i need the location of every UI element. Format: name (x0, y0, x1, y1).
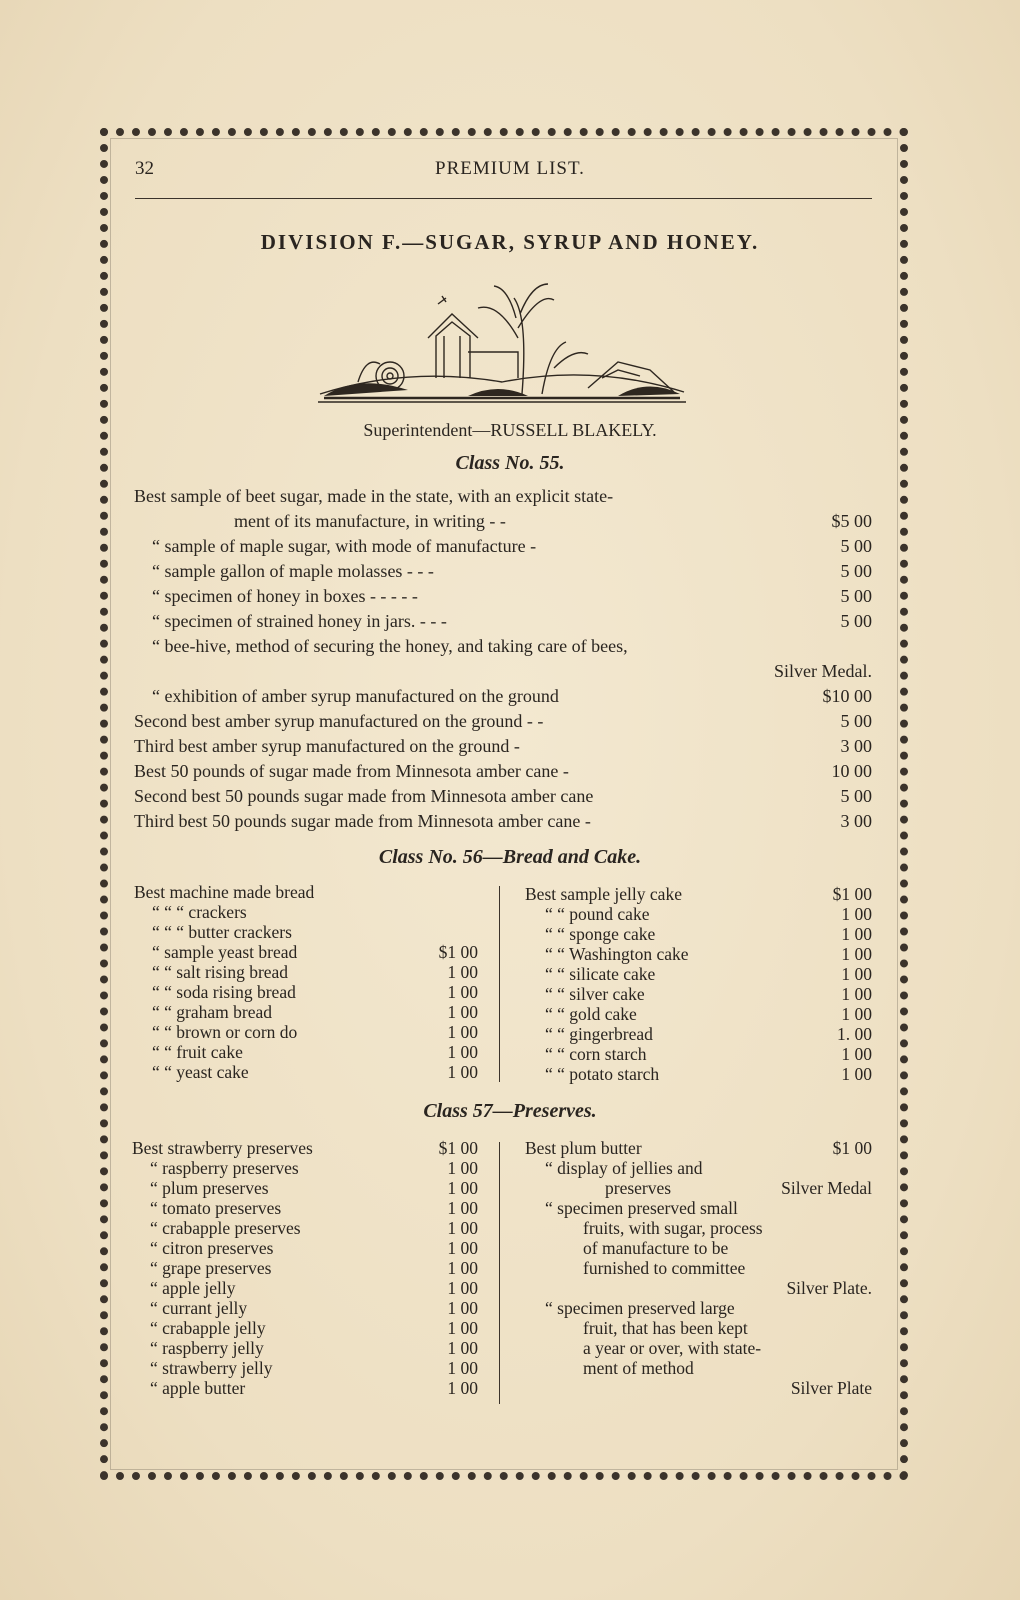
class-56-title: Class No. 56—Bread and Cake. (378, 846, 642, 868)
list-item-text: “ grape preserves (150, 1258, 272, 1278)
list-item-text: Second best 50 pounds sugar made from Minnesota amber cane (134, 786, 594, 806)
list-item-text: “ “ pound cake (545, 904, 650, 924)
running-head: PREMIUM LIST. (435, 158, 585, 179)
header-rule (135, 198, 872, 199)
list-item-amount: 1 00 (447, 1218, 478, 1238)
list-item-amount: Silver Medal (781, 1178, 872, 1198)
class-57-column-divider (499, 1142, 500, 1404)
list-item-text: “ crabapple jelly (150, 1318, 266, 1338)
list-item-amount: $1 00 (438, 1138, 478, 1158)
page-number: 32 (135, 158, 154, 179)
list-item-amount: 5 00 (840, 586, 872, 606)
list-item-amount: 5 00 (840, 561, 872, 581)
list-item-text: “ “ sponge cake (545, 924, 656, 944)
list-item-text: “ “ silicate cake (545, 964, 656, 984)
list-item-amount: 1 00 (841, 964, 872, 984)
list-item-amount: Silver Medal. (774, 661, 872, 681)
list-item-text: “ specimen preserved large (545, 1298, 735, 1318)
list-item-text: preserves (605, 1178, 672, 1198)
list-item-text: fruits, with sugar, process (583, 1218, 763, 1238)
list-item-amount: 3 00 (840, 811, 872, 831)
list-item-amount: $1 00 (438, 942, 478, 962)
list-item-text: “ specimen preserved small (545, 1198, 738, 1218)
list-item-amount: 1 00 (447, 1298, 478, 1318)
list-item-text: “ tomato preserves (150, 1198, 282, 1218)
list-item-text: “ “ corn starch (545, 1044, 647, 1064)
list-item-amount: 1 00 (447, 1318, 478, 1338)
list-item-amount: 5 00 (840, 711, 872, 731)
list-item-text: “ “ fruit cake (152, 1042, 243, 1062)
list-item-text: “ strawberry jelly (150, 1358, 273, 1378)
list-item-text: “ exhibition of amber syrup manufactured on the ground (152, 686, 559, 706)
list-item-amount: 1 00 (447, 1062, 478, 1082)
list-item-text: Best strawberry preserves (132, 1138, 313, 1158)
list-item-amount: Silver Plate. (786, 1278, 872, 1298)
list-item-text: “ citron preserves (150, 1238, 274, 1258)
class-55-title: Class No. 55. (455, 452, 565, 474)
class-56-column-divider (499, 886, 500, 1082)
list-item-text: Third best amber syrup manufactured on the ground - (134, 736, 520, 756)
list-item-amount: 1 00 (841, 924, 872, 944)
list-item-amount: 1 00 (447, 1358, 478, 1378)
division-title: DIVISION F.—SUGAR, SYRUP AND HONEY. (260, 230, 760, 254)
superintendent-line: Superintendent—RUSSELL BLAKELY. (363, 420, 657, 440)
list-item-text: Second best amber syrup manufactured on the ground - - (134, 711, 544, 731)
list-item-amount: $1 00 (832, 1138, 872, 1158)
list-item-amount: 1 00 (447, 1158, 478, 1178)
list-item-amount: 1. 00 (837, 1024, 872, 1044)
list-item-text: “ “ graham bread (152, 1002, 272, 1022)
list-item-text: of manufacture to be (583, 1238, 729, 1258)
list-item-amount: 1 00 (447, 1198, 478, 1218)
list-item-text: “ “ gold cake (545, 1004, 637, 1024)
list-item-text: “ “ Washington cake (545, 944, 689, 964)
list-item-text: Best sample jelly cake (525, 884, 682, 904)
list-item-text: “ raspberry jelly (150, 1338, 264, 1358)
list-item-text: “ display of jellies and (545, 1158, 703, 1178)
list-item-text: “ “ “ butter crackers (152, 922, 292, 942)
list-item-amount: 1 00 (841, 984, 872, 1004)
list-item-text: “ sample gallon of maple molasses - - - (152, 561, 434, 581)
list-item-amount: 1 00 (447, 1002, 478, 1022)
list-item-amount: Silver Plate (790, 1378, 872, 1398)
list-item-amount: 1 00 (841, 944, 872, 964)
list-item-amount: 3 00 (840, 736, 872, 756)
list-item-text: “ currant jelly (150, 1298, 248, 1318)
list-item-text: “ sample of maple sugar, with mode of manufacture - (152, 536, 537, 556)
list-item-amount: 1 00 (447, 1178, 478, 1198)
list-item-text: “ “ yeast cake (152, 1062, 249, 1082)
list-item-text: “ “ “ crackers (152, 902, 247, 922)
list-item-text: “ specimen of strained honey in jars. - - - (152, 611, 447, 631)
list-item-text: “ “ salt rising bread (152, 962, 289, 982)
list-item-amount: 1 00 (841, 904, 872, 924)
list-item-text: ment of its manufacture, in writing - - (234, 511, 506, 531)
list-item-amount: 1 00 (447, 1258, 478, 1278)
list-item-text: Third best 50 pounds sugar made from Minnesota amber cane - (134, 811, 591, 831)
list-item-text: Best 50 pounds of sugar made from Minnesota amber cane - (134, 761, 569, 781)
list-item-amount: 1 00 (447, 1042, 478, 1062)
list-item-amount: 1 00 (447, 982, 478, 1002)
list-item-amount: 1 00 (841, 1044, 872, 1064)
list-item-amount: 5 00 (840, 786, 872, 806)
list-item-amount: 5 00 (840, 611, 872, 631)
list-item-amount: 10 00 (831, 761, 872, 781)
list-item-amount: 1 00 (447, 1338, 478, 1358)
list-item-text: “ “ brown or corn do (152, 1022, 298, 1042)
list-item-text: “ “ potato starch (545, 1064, 660, 1084)
list-item-text: a year or over, with state- (583, 1338, 762, 1358)
list-item-text: Best plum butter (525, 1138, 642, 1158)
list-item-amount: 1 00 (447, 962, 478, 982)
list-item-text: “ “ gingerbread (545, 1024, 653, 1044)
list-item-text: “ “ silver cake (545, 984, 645, 1004)
class-57-title: Class 57—Preserves. (423, 1100, 597, 1122)
list-item-text: “ crabapple preserves (150, 1218, 301, 1238)
list-item-text: “ apple butter (150, 1378, 246, 1398)
list-item-amount: 1 00 (447, 1238, 478, 1258)
landscape-vignette (318, 278, 686, 408)
list-item-text: Best machine made bread (134, 882, 315, 902)
list-item-amount: 1 00 (447, 1022, 478, 1042)
list-item-amount: 1 00 (447, 1278, 478, 1298)
list-item-amount: $10 00 (822, 686, 872, 706)
list-item-text: “ bee-hive, method of securing the honey, and taking care of bees, (152, 636, 628, 656)
list-item-text: “ apple jelly (150, 1278, 236, 1298)
list-item-text: “ specimen of honey in boxes - - - - - (152, 586, 418, 606)
list-item-text: “ sample yeast bread (152, 942, 298, 962)
list-item-amount: $1 00 (832, 884, 872, 904)
list-item-text: fruit, that has been kept (583, 1318, 748, 1338)
list-item-text: ment of method (583, 1358, 694, 1378)
list-item-amount: 1 00 (841, 1004, 872, 1024)
list-item-text: Best sample of beet sugar, made in the state, with an explicit state- (134, 486, 614, 506)
list-item-amount: $5 00 (831, 511, 872, 531)
list-item-amount: 1 00 (447, 1378, 478, 1398)
list-item-text: “ raspberry preserves (150, 1158, 299, 1178)
list-item-text: furnished to committee (583, 1258, 746, 1278)
list-item-amount: 5 00 (840, 536, 872, 556)
list-item-text: “ plum preserves (150, 1178, 269, 1198)
list-item-amount: 1 00 (841, 1064, 872, 1084)
list-item-text: “ “ soda rising bread (152, 982, 296, 1002)
